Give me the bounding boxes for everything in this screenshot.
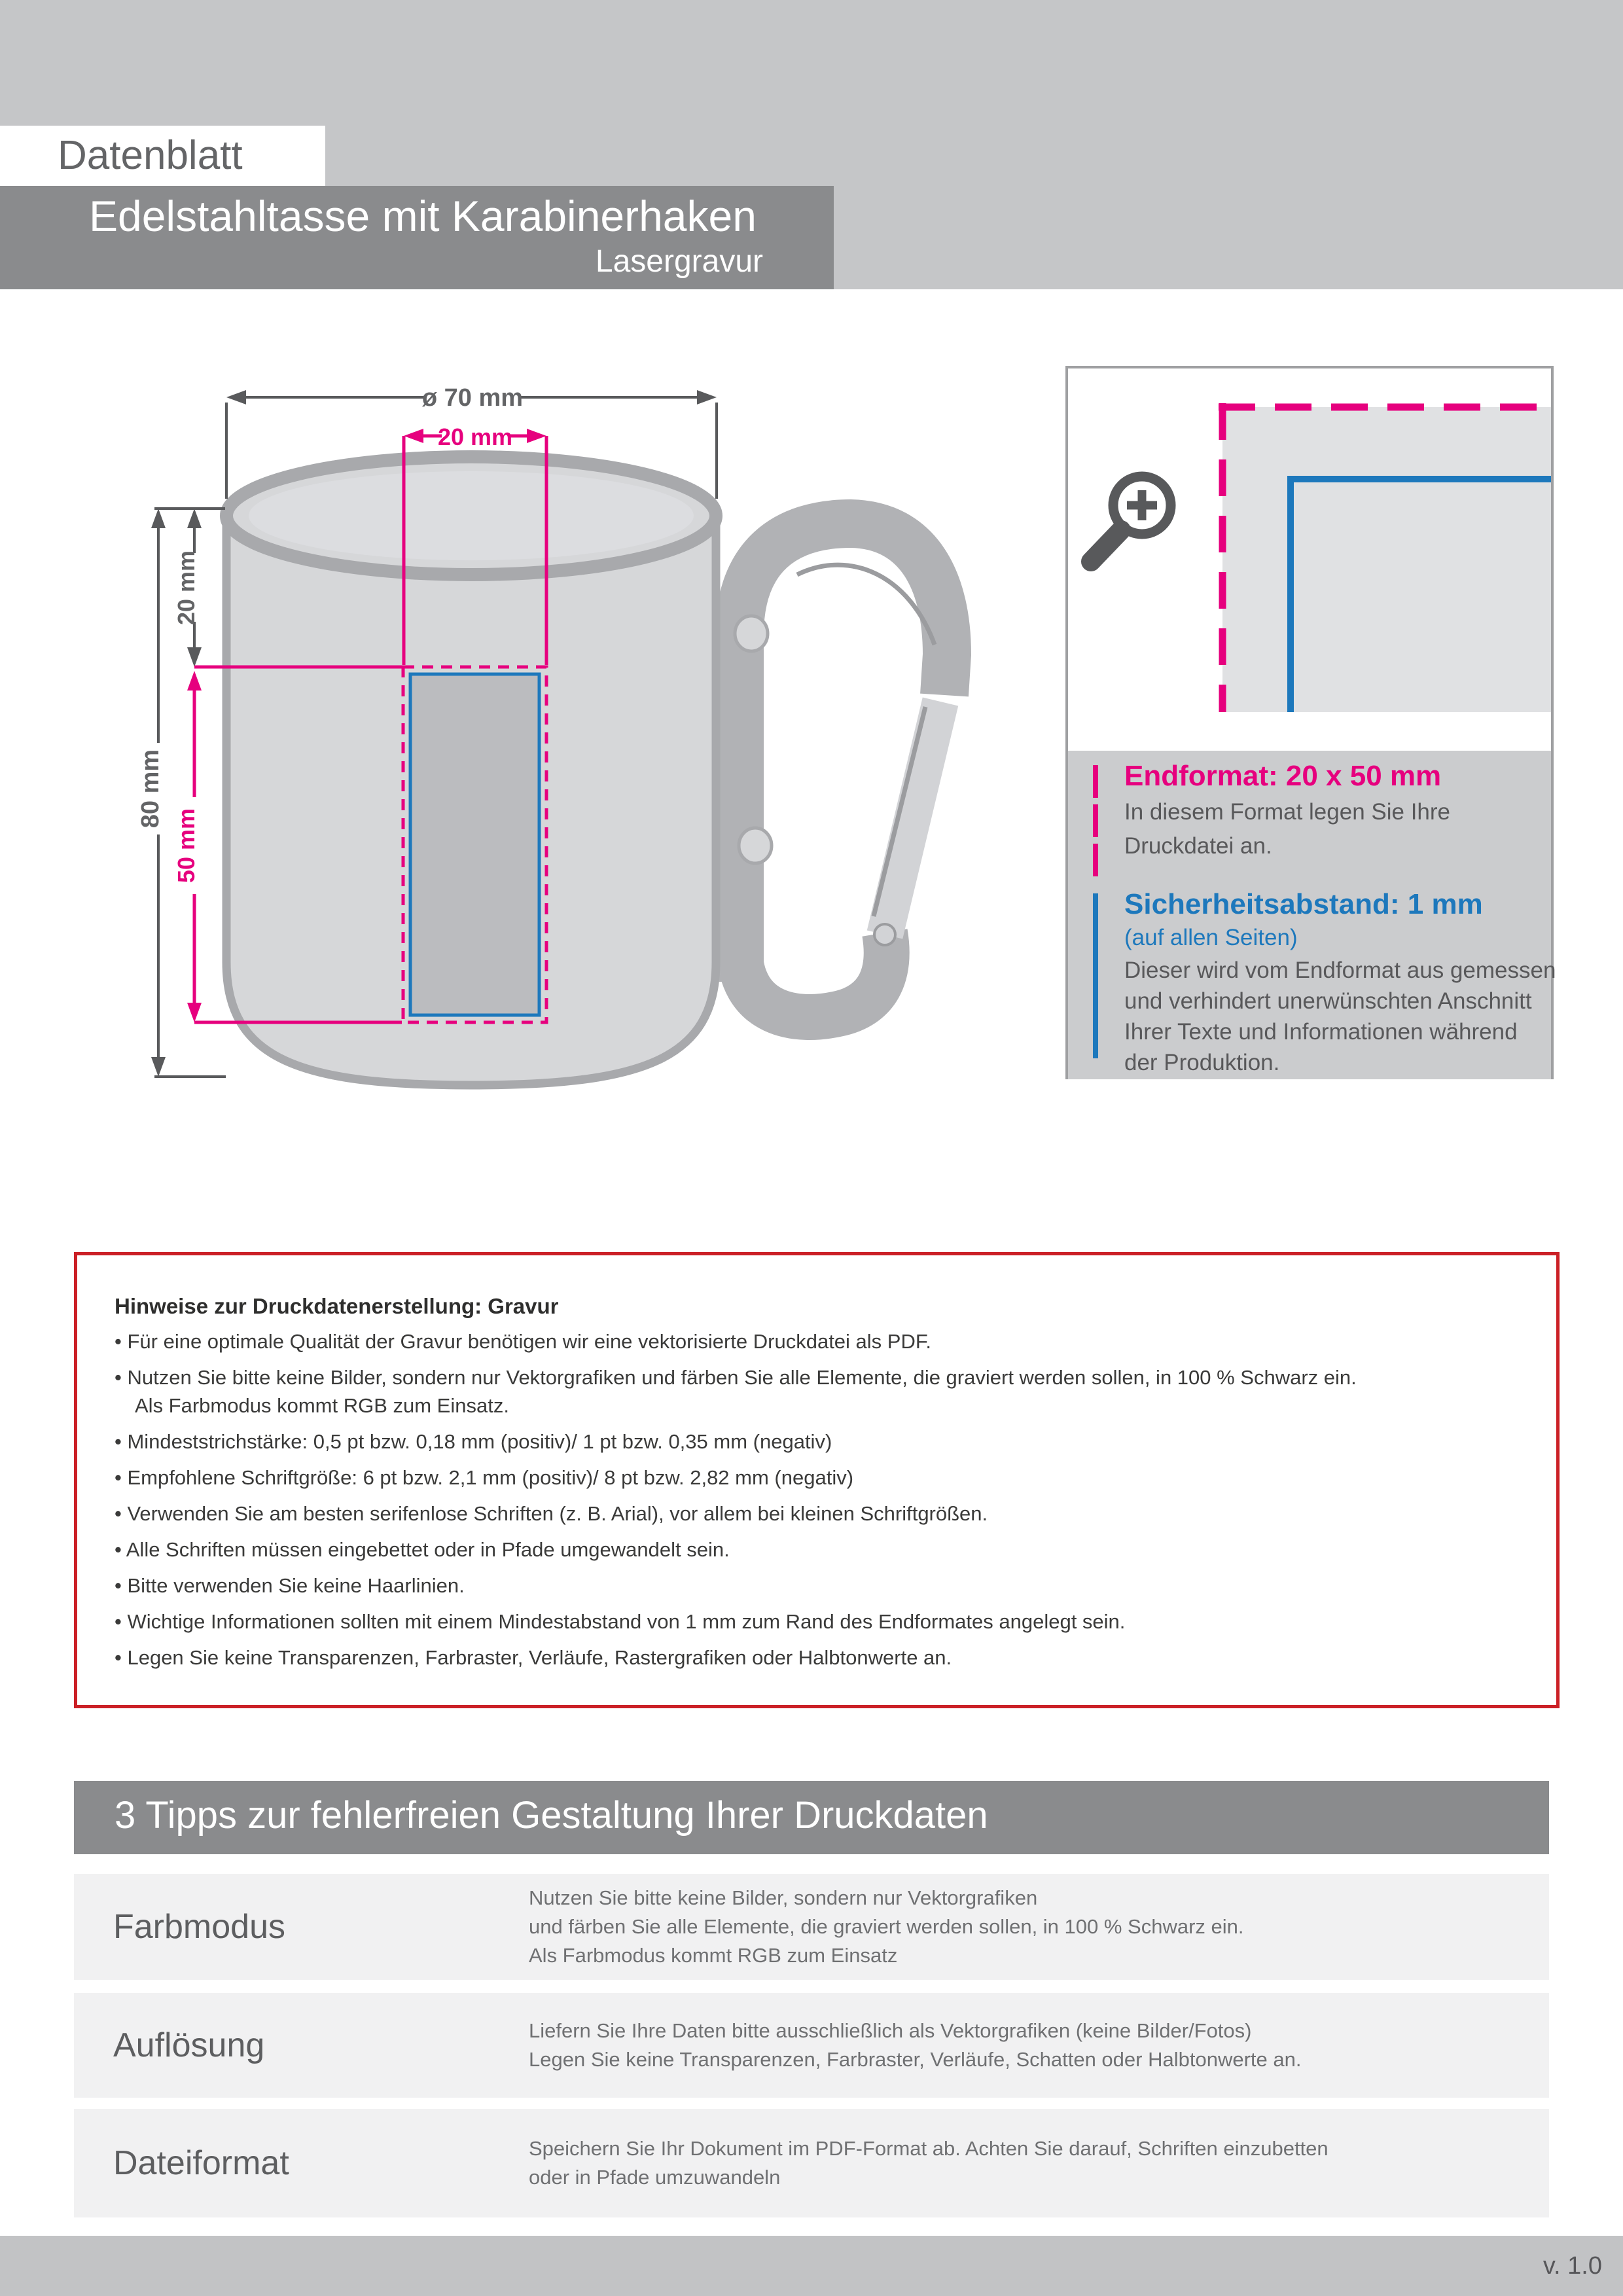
note-item: • Mindeststrichstärke: 0,5 pt bzw. 0,18 mm (positiv)/ 1 pt bzw. 0,35 mm (negativ) — [115, 1430, 832, 1453]
safety-text — [1124, 955, 1556, 1078]
endformat-text-line1: In diesem Format legen Sie Ihre — [1124, 799, 1451, 825]
endformat-text-line2: Druckdatei an. — [1124, 833, 1272, 859]
mug-technical-drawing — [98, 353, 988, 1119]
tip-row-text — [529, 2134, 1329, 2192]
format-info-panel — [1068, 751, 1556, 1079]
note-item: • Nutzen Sie bitte keine Bilder, sondern nur Vektorgrafiken und färben Sie alle Elemente, die graviert werden sollen, in 100 % Schwarz ein. — [115, 1366, 1357, 1389]
tip-text-line: und färben Sie alle Elemente, die graviert werden sollen, in 100 % Schwarz ein. — [529, 1915, 1244, 1938]
version-label: v. 1.0 — [1543, 2252, 1602, 2280]
notes-title: Hinweise zur Druckdatenerstellung: Gravur — [115, 1294, 559, 1318]
note-item-continuation: Als Farbmodus kommt RGB zum Einsatz. — [135, 1394, 509, 1417]
tip-row-text — [529, 1884, 1244, 1970]
print-data-notes-box — [74, 1252, 1560, 1708]
zoom-in-icon — [1091, 476, 1171, 562]
datenblatt-label: Datenblatt — [58, 133, 243, 178]
tips-title: 3 Tipps zur fehlerfreien Gestaltung Ihrer Druckdaten — [115, 1794, 988, 1837]
tip-row-text — [529, 2017, 1301, 2074]
tip-row-label: Auflösung — [113, 2026, 265, 2064]
product-title: Edelstahltasse mit Karabinerhaken — [89, 192, 757, 240]
tip-text-line: Nutzen Sie bitte keine Bilder, sondern nur Vektorgrafiken — [529, 1886, 1038, 1909]
note-item: • Legen Sie keine Transparenzen, Farbraster, Verläufe, Rastergrafiken oder Halbtonwerte an. — [115, 1646, 952, 1669]
tip-text-line: Liefern Sie Ihre Daten bitte ausschließlich als Vektorgrafiken (keine Bilder/Fotos) — [529, 2019, 1252, 2042]
dim-label-print-width: 20 mm — [437, 423, 513, 450]
datenblatt-box — [0, 126, 325, 186]
note-item: • Verwenden Sie am besten serifenlose Schriften (z. B. Arial), vor allem bei kleinen Schriftgrößen. — [115, 1502, 988, 1525]
tip-row-dateiformat — [74, 2109, 1549, 2217]
dim-label-diameter: ø 70 mm — [421, 384, 524, 412]
safety-bar-marker — [1093, 893, 1098, 1058]
safety-text-line2: und verhindert unerwünschten Anschnitt — [1124, 988, 1532, 1014]
product-variant: Lasergravur — [595, 244, 763, 279]
safety-text-line3: Ihrer Texte und Informationen während — [1124, 1019, 1518, 1045]
dim-label-total-height: 80 mm — [137, 749, 164, 829]
carabiner-handle-graphic — [735, 524, 947, 1017]
note-item: • Bitte verwenden Sie keine Haarlinien. — [115, 1574, 465, 1597]
format-sample-graphic — [1068, 368, 1551, 751]
note-item: • Empfohlene Schriftgröße: 6 pt bzw. 2,1 mm (positiv)/ 8 pt bzw. 2,82 mm (negativ) — [115, 1466, 854, 1489]
tip-text-line: Speichern Sie Ihr Dokument im PDF-Format ab. Achten Sie darauf, Schriften einzubetten — [529, 2137, 1329, 2160]
dim-label-print-height: 50 mm — [173, 808, 200, 884]
safety-text-line4: der Produktion. — [1124, 1050, 1280, 1075]
safety-text-line1: Dieser wird vom Endformat aus gemessen — [1124, 958, 1556, 983]
tip-row-farbmodus — [74, 1874, 1549, 1980]
endformat-title: Endformat: 20 x 50 mm — [1124, 760, 1442, 792]
tip-row-label: Dateiformat — [113, 2144, 289, 2182]
safety-title: Sicherheitsabstand: 1 mm — [1124, 888, 1483, 920]
note-item: • Für eine optimale Qualität der Gravur benötigen wir eine vektorisierte Druckdatei als PDF. — [115, 1330, 931, 1353]
endformat-dash-marker — [1093, 765, 1098, 876]
tip-text-line: Als Farbmodus kommt RGB zum Einsatz — [529, 1944, 898, 1967]
tip-text-line: Legen Sie keine Transparenzen, Farbraster, Verläufe, Schatten oder Halbtonwerte an. — [529, 2048, 1302, 2071]
notes-list — [77, 1327, 1556, 1672]
note-item: • Alle Schriften müssen eingebettet oder in Pfade umgewandelt sein. — [115, 1538, 730, 1561]
note-item: • Wichtige Informationen sollten mit einem Mindestabstand von 1 mm zum Rand des Endformates angelegt sein. — [115, 1610, 1126, 1633]
title-banner — [0, 186, 834, 289]
bottom-band — [0, 2236, 1623, 2296]
tip-row-label: Farbmodus — [113, 1908, 285, 1946]
sample-area — [1222, 407, 1551, 712]
format-info-box — [1065, 366, 1554, 1079]
dim-label-top-offset: 20 mm — [173, 550, 200, 626]
safety-subtitle: (auf allen Seiten) — [1124, 925, 1298, 950]
tips-banner — [74, 1781, 1549, 1854]
engraving-print-rect — [410, 674, 539, 1015]
tip-row-aufloesung — [74, 1993, 1549, 2098]
tip-text-line: oder in Pfade umzuwandeln — [529, 2166, 781, 2189]
